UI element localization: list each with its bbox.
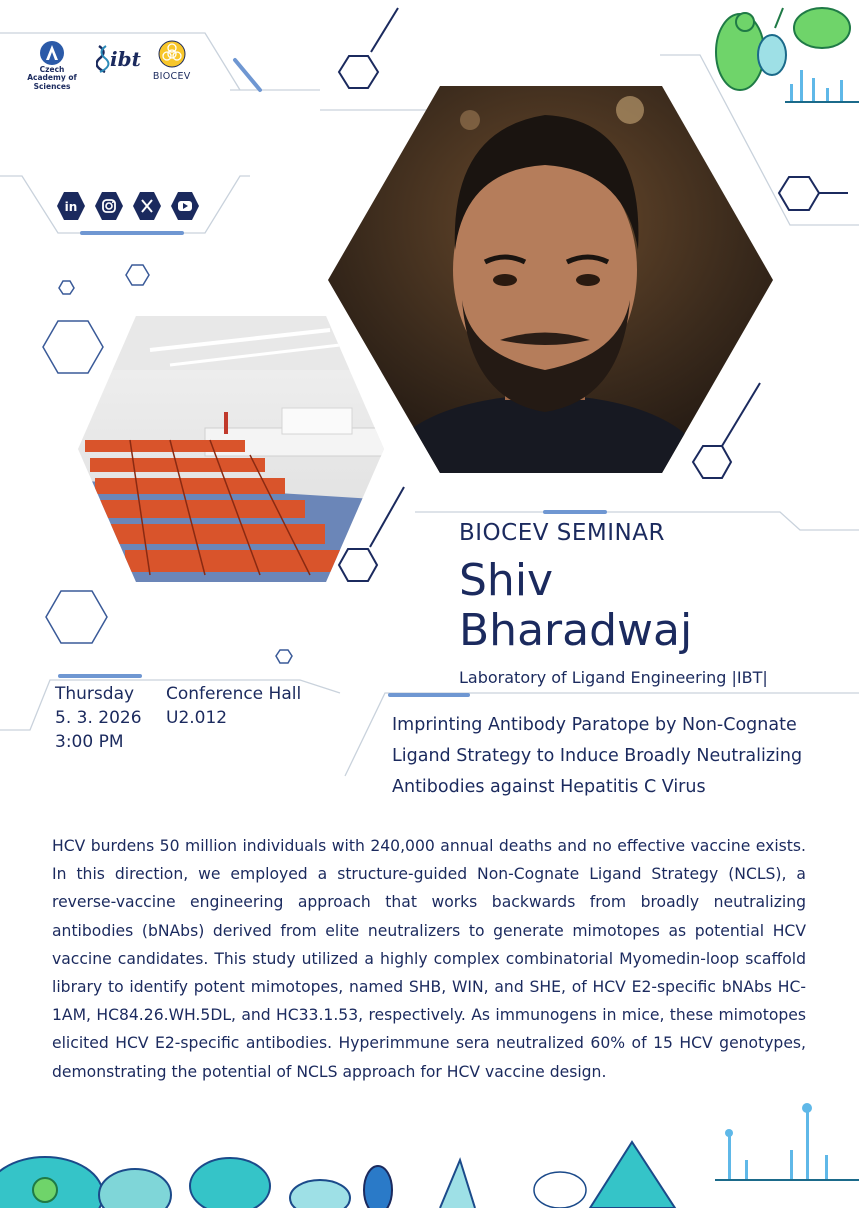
speaker-first-name: Shiv: [459, 555, 554, 606]
helix-icon: [96, 44, 110, 74]
speaker-name: [459, 556, 692, 656]
speaker-portrait: [320, 80, 780, 545]
event-date-time: [55, 682, 142, 754]
academy-emblem-icon: [39, 40, 65, 66]
biocev-logo-text: BIOCEV: [152, 71, 191, 82]
social-links: [57, 191, 199, 221]
youtube-icon[interactable]: [171, 191, 199, 221]
seminar-label: BIOCEV SEMINAR: [459, 520, 665, 546]
ibt-logo-text: ibt: [110, 47, 141, 71]
ibt-logo: [96, 44, 141, 74]
cell-illustration-top: [716, 8, 859, 102]
instagram-icon[interactable]: [95, 191, 123, 221]
event-day: Thursday: [55, 684, 135, 704]
linkedin-icon[interactable]: [57, 191, 85, 221]
svg-text:in: in: [64, 200, 78, 214]
x-icon[interactable]: [133, 191, 161, 221]
venue-name: Conference Hall: [166, 684, 302, 704]
conference-hall-photo: [70, 310, 390, 590]
talk-title: Imprinting Antibody Paratope by Non-Cognate Ligand Strategy to Induce Broadly Neutralizing Antibodies against Hepatitis C Virus: [392, 715, 803, 797]
event-time: 3:00 PM: [55, 732, 124, 752]
academy-logo-text: Czech Academy of Sciences: [27, 65, 77, 91]
biocev-emblem-icon: [158, 40, 186, 68]
lab-affiliation: Laboratory of Ligand Engineering |IBT|: [459, 668, 768, 687]
abstract-text: HCV burdens 50 million individuals with 240,000 annual deaths and no effective vaccine exists. In this direction, we employed a structure-guided Non-Cognate Ligand Strategy (NCLS), a reverse-vaccine engineering approach that works backwards from broadly neutralizing antibodies (bNAbs) derived from elite neutralizers to generate mimotopes as potential HCV vaccine candidates. This study utilized a highly complex combinatorial Myomedin-loop scaffold library to identify potent mimotopes, named SHB, WIN, and SHE, of HCV E2-specific bNAbs HC-1AM, HC84.26.WH.5DL, and HC33.1.53, respectively. As immunogens in mice, these mimotopes elicited HCV E2-specific antibodies. Hyperimmune sera neutralized 60% of 15 HCV genotypes, demonstrating the potential of NCLS approach for HCV vaccine design.: [52, 837, 806, 1081]
logo-block: [20, 40, 191, 91]
czech-academy-logo: [20, 40, 84, 91]
cell-illustration-bottom: [0, 1103, 859, 1208]
speaker-last-name: Bharadwaj: [459, 605, 693, 656]
biocev-logo: [153, 40, 191, 82]
event-date: 5. 3. 2026: [55, 708, 142, 728]
event-venue: [166, 682, 301, 730]
venue-room: U2.012: [166, 708, 228, 728]
